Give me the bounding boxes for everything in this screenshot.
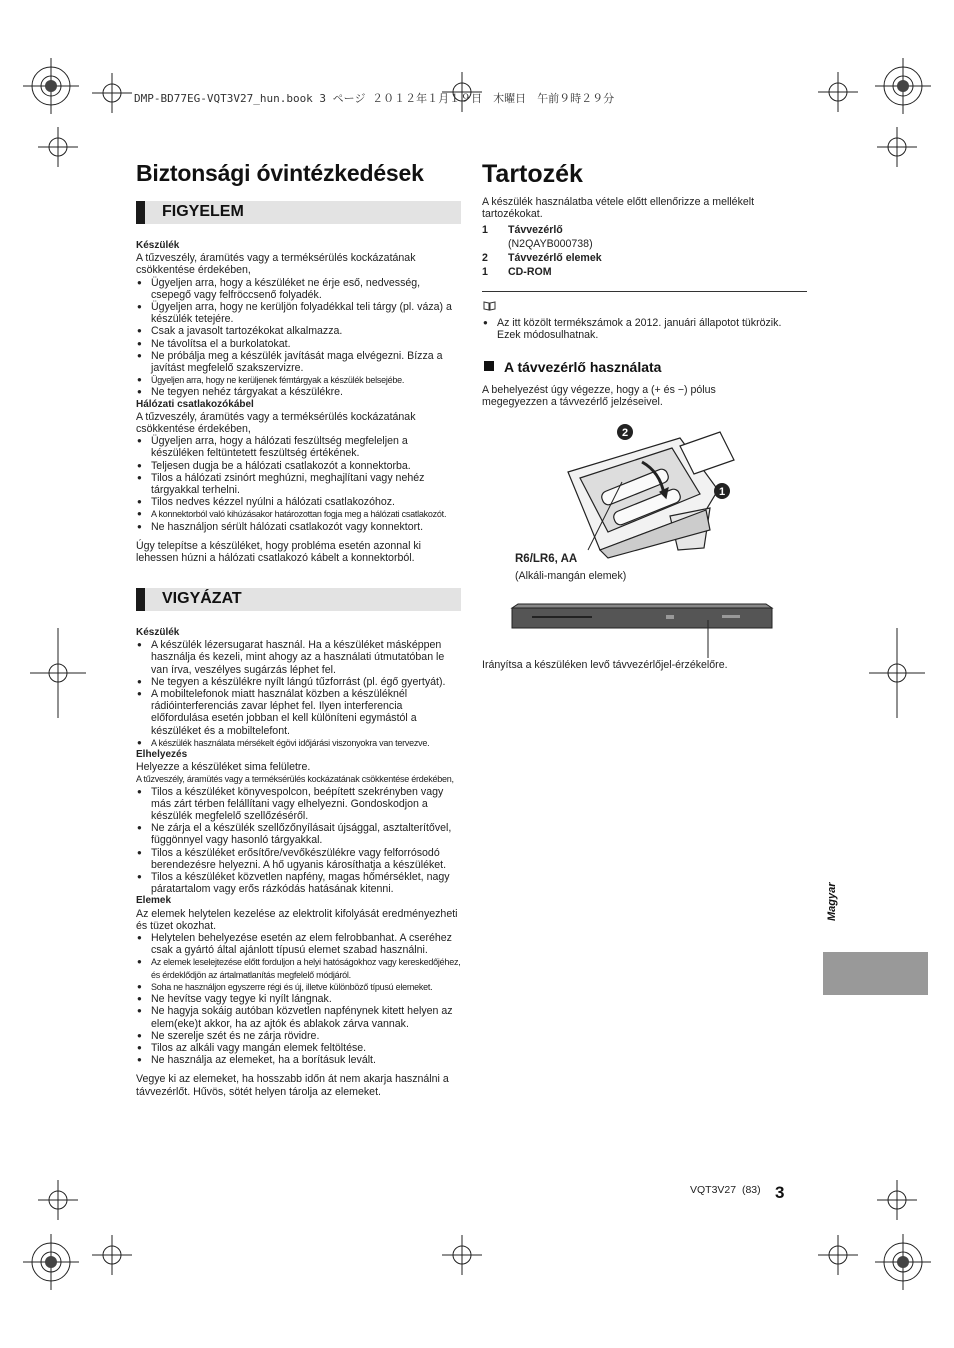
page-sub: (83) xyxy=(741,1184,761,1196)
list-item: ● A mobiltelefonok miatt használat közben a készüléknél rádióinterferenciás zavar léphet fel. Ilyen interferencia előfordulása esetén jobban el kell különíteni egymástól a készüléket és a mobiltelefont. xyxy=(136,688,462,737)
accessories-intro: A készülék használatba vétele előtt ellenőrizze a mellékelt tartozékokat. xyxy=(482,196,755,221)
list-item: ● Ne hagyja sokáig autóban közvetlen napfénynek kitett helyen az elem(eke)t akkor, ha az ajtók és ablakok zárva vannak. xyxy=(136,1005,462,1029)
bar-marker xyxy=(136,201,145,224)
list-item: ● Ne hevítse vagy tegye ki nyílt lángnak. xyxy=(136,993,462,1005)
list-item: ● Ne használjon sérült hálózati csatlakozót vagy konnektort. xyxy=(136,521,462,533)
paragraph: Vegye ki az elemeket, ha hosszabb időn át nem akarja használni a távvezérlőt. Hűvös, sötét helyen tárolja az elemeket. xyxy=(136,1073,449,1098)
battery-type-label: R6/LR6, AA xyxy=(515,553,578,565)
page-title-accessories: Tartozék xyxy=(482,160,583,188)
player-illustration xyxy=(508,602,776,658)
battery-type-sub: (Alkáli-mangán elemek) xyxy=(515,570,627,582)
bar-marker xyxy=(136,588,145,611)
list-item: 1 Távvezérlő xyxy=(482,224,563,236)
list-item: ● Ügyeljen arra, hogy ne kerüljenek fémtárgyak a készülék belsejébe. xyxy=(136,374,462,386)
paragraph: Helyezze a készüléket sima felületre. xyxy=(136,761,311,774)
print-header: DMP-BD77EG-VQT3V27_hun.book 3 ページ ２０１２年１月１９日 木曜日 午前９時２９分 xyxy=(134,92,615,105)
list-item: ● Ne zárja el a készülék szellőzőnyílásait újsággal, asztalterítővel, függönnyel vagy hasonló tárgyakkal. xyxy=(136,822,462,846)
list-item: ● Csak a javasolt tartozékokat alkalmazza. xyxy=(136,325,462,337)
list-item: ● Ne próbálja meg a készülék javítását maga elvégezni. Bízza a javítást megfelelő szakszervizre. xyxy=(136,350,462,374)
list-item: ● Ügyeljen arra, hogy a készüléket ne érje eső, nedvesség, csepegő vagy felfröccsenő folyadék. xyxy=(136,277,462,301)
page-title-safety: Biztonsági óvintézkedések xyxy=(136,160,424,186)
remote-battery-illustration xyxy=(560,420,740,568)
remote-usage-heading: A távvezérlő használata xyxy=(484,359,661,375)
subheading: Készülék xyxy=(136,240,180,251)
list-item: ● Tilos a készüléket erősítőre/vevőkészülékre vagy felforrósodó berendezésre helyezni. A hő ugyanis károsíthatja a készüléket. xyxy=(136,847,462,871)
subheading: Elhelyezés xyxy=(136,749,188,761)
list-item: 1 CD-ROM xyxy=(482,266,552,278)
list-item: ● Ne tegyen nehéz tárgyakat a készülékre. xyxy=(136,386,462,398)
book-icon xyxy=(483,301,496,311)
divider xyxy=(482,291,807,292)
list-item: ● Ne szerelje szét és ne zárja rövidre. xyxy=(136,1030,462,1042)
list-item: ● Ne tegyen a készülékre nyílt lángú tűzforrást (pl. égő gyertyát). xyxy=(136,676,462,688)
list-item: ● Soha ne használjon egyszerre régi és új, illetve különböző típusú elemeket. xyxy=(136,981,462,993)
step-2-label: 2 xyxy=(621,427,629,439)
sensor-instruction: Irányítsa a készüléken levő távvezérlőjel-érzékelőre. xyxy=(482,659,728,671)
list-item: ● Helytelen behelyezése esetén az elem felrobbanhat. A cseréhez csak a gyártó által ajánlott típusú elemet szabad használni. xyxy=(136,932,462,956)
list-item-code: (N2QAYB000738) xyxy=(508,238,593,250)
subheading: Elemek xyxy=(136,895,172,907)
vigyazat-bar xyxy=(136,588,461,611)
list-item: ● A készülék lézersugarat használ. Ha a készüléket másképpen használja és kezeli, mint ahogy az a használati útmutatóban le van írva, veszélyes sugárzás léphet fel. xyxy=(136,639,462,676)
paragraph: Az elemek helytelen kezelése az elektrolit kifolyását eredményezheti és tüzet okozhat. xyxy=(136,907,458,932)
step-1-label: 1 xyxy=(718,486,726,498)
list-item: ● Az elemek leselejtezése előtt forduljon a helyi hatóságokhoz vagy kereskedőjéhez, és érdeklődjön az ártalmatlanítás megfelelő módjáról. xyxy=(136,956,462,980)
list-item: ● A konnektorból való kihúzásakor határozottan fogja meg a hálózati csatlakozót. xyxy=(136,508,462,520)
paragraph: Úgy telepítse a készüléket, hogy probléma esetén azonnal ki lehessen húzni a hálózati csatlakozó kábelt a konnektorból. xyxy=(136,539,422,565)
paragraph: A tűzveszély, áramütés vagy a terméksérülés kockázatának csökkentése érdekében, xyxy=(136,252,416,277)
figyelem-bar xyxy=(136,201,461,224)
list-item: 2 Távvezérlő elemek xyxy=(482,252,602,264)
figyelem-section xyxy=(136,240,462,564)
subheading: Hálózati csatlakozókábel xyxy=(136,398,254,410)
list-item: ● Teljesen dugja be a hálózati csatlakozót a konnektorba. xyxy=(136,460,462,472)
figyelem-label: FIGYELEM xyxy=(162,203,244,220)
subheading: Készülék xyxy=(136,627,180,638)
language-tab-label: Magyar xyxy=(826,882,838,921)
page-number: 3 xyxy=(775,1183,785,1202)
accessory-list xyxy=(482,223,802,279)
list-item: ● Tilos a hálózati zsinórt meghúzni, meghajlítani vagy nehéz tárgyakkal terhelni. xyxy=(136,472,462,496)
square-bullet-icon xyxy=(484,361,494,371)
list-item: ● Tilos a készüléket közvetlen napfény, magas hőmérséklet, nagy páratartalom vagy erős rázkódás hatásának kitenni. xyxy=(136,871,462,895)
note xyxy=(482,317,782,341)
paragraph: A tűzveszély, áramütés vagy a terméksérülés kockázatának csökkentése érdekében, xyxy=(136,410,416,436)
list-item: ● Ne használja az elemeket, ha a borításuk levált. xyxy=(136,1054,462,1066)
vigyazat-section xyxy=(136,627,462,1098)
list-item: ● A készülék használata mérsékelt égövi időjárási viszonyokra van tervezve. xyxy=(136,737,462,749)
list-item: ● Tilos nedves kézzel nyúlni a hálózati csatlakozóhoz. xyxy=(136,496,462,508)
list-item: ● Ügyeljen arra, hogy a hálózati feszültség megfeleljen a készüléken feltüntetett feszültség értékének. xyxy=(136,435,462,459)
paragraph: A tűzveszély, áramütés vagy a terméksérülés kockázatának csökkentése érdekében, xyxy=(136,774,454,785)
remote-usage-text: A behelyezést úgy végezze, hogy a (+ és −) pólus megegyezzen a távvezérlő jelzéseivel. xyxy=(482,384,716,409)
list-item: ● Ne távolítsa el a burkolatokat. xyxy=(136,338,462,350)
document-code: VQT3V27 (83) xyxy=(690,1184,761,1196)
vigyazat-label: VIGYÁZAT xyxy=(162,590,242,607)
list-item: ● Ügyeljen arra, hogy ne kerüljön folyadékkal teli tárgy (pl. váza) a készülék tetejére. xyxy=(136,301,462,325)
list-item: ● Az itt közölt termékszámok a 2012. januári állapotot tükrözik. Ezek módosulhatnak. xyxy=(482,317,782,341)
list-item: ● Tilos a készüléket könyvespolcon, beépített szekrényben vagy más zárt térben felállítani vagy elhelyezni. Gondoskodjon a készülék megfelelő szellőzéséről. xyxy=(136,786,462,823)
list-item: ● Tilos az alkáli vagy mangán elemek feltöltése. xyxy=(136,1042,462,1054)
language-tab xyxy=(823,952,928,995)
